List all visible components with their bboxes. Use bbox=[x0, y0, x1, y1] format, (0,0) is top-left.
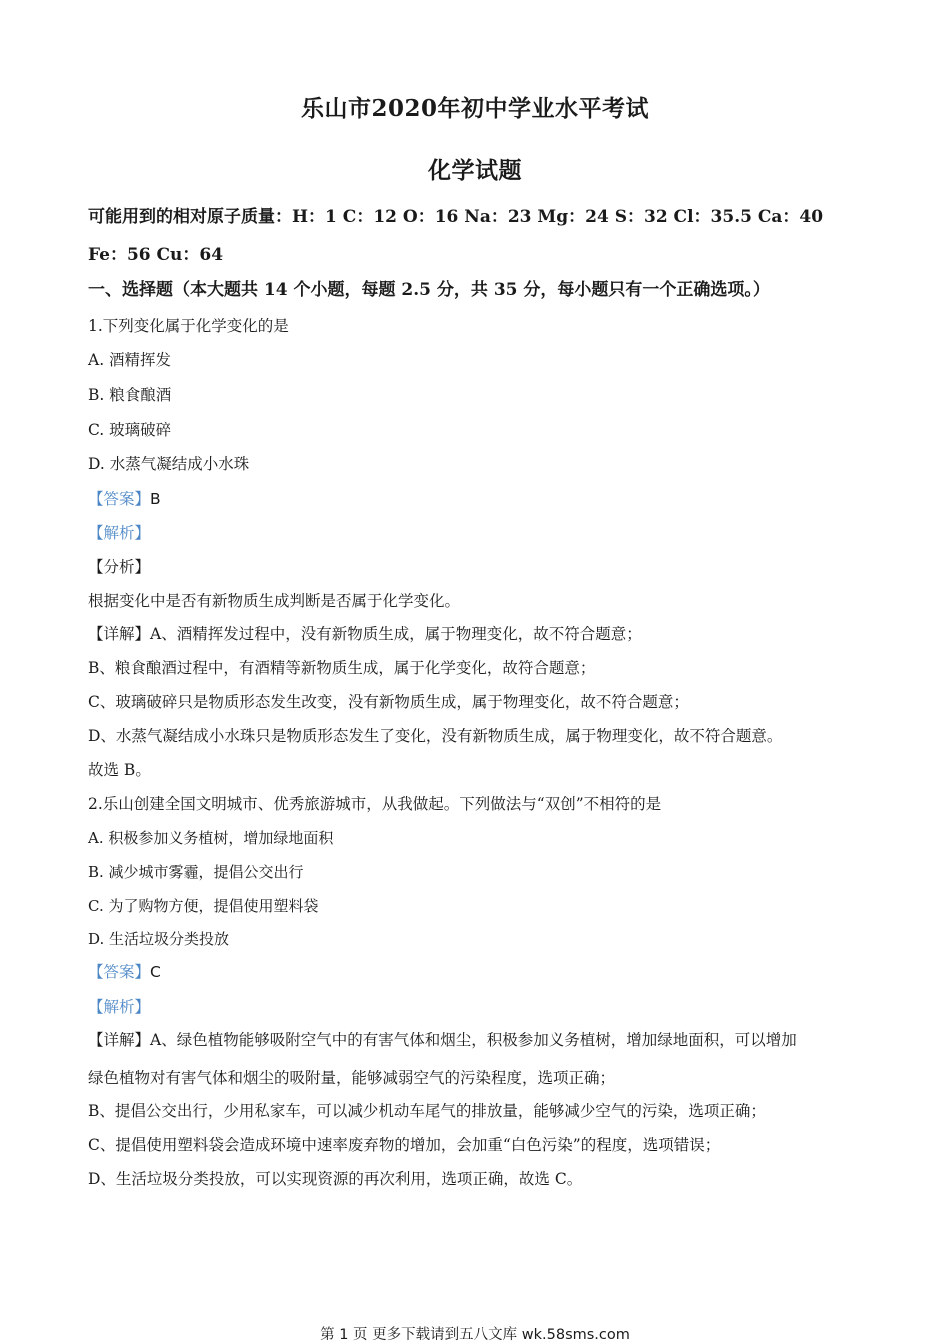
atomic-masses-line-2: Fe：56 Cu：64 bbox=[88, 245, 224, 265]
question-2-detail-1: 【详解】A、绿色植物能够吸附空气中的有害气体和烟尘，积极参加义务植树，增加绿地面积，可以增加 bbox=[88, 1031, 797, 1049]
question-2-stem: 2.乐山创建全国文明城市、优秀旅游城市，从我做起。下列做法与“双创”不相符的是 bbox=[88, 795, 662, 813]
question-1-option-d: D. 水蒸气凝结成小水珠 bbox=[88, 455, 250, 473]
question-2-option-d: D. 生活垃圾分类投放 bbox=[88, 930, 230, 948]
question-1-option-b: B. 粮食酿酒 bbox=[88, 386, 172, 404]
question-2-option-c: C. 为了购物方便，提倡使用塑料袋 bbox=[88, 897, 319, 915]
question-2-detail-3: B、提倡公交出行，少用私家车，可以减少机动车尾气的排放量，能够减少空气的污染，选项正确； bbox=[88, 1102, 766, 1120]
exam-subtitle: 化学试题 bbox=[428, 157, 522, 184]
question-1-conclusion: 故选 B。 bbox=[88, 761, 151, 779]
question-1-detail-1: 【详解】A、酒精挥发过程中，没有新物质生成，属于物理变化，故不符合题意； bbox=[88, 625, 642, 643]
answer-tag: 【答案】 bbox=[88, 963, 151, 981]
question-1-detail-2: B、粮食酿酒过程中，有酒精等新物质生成，属于化学变化，故符合题意； bbox=[88, 659, 596, 677]
answer-value: B bbox=[150, 490, 161, 508]
question-2-answer bbox=[88, 962, 866, 982]
answer-tag: 【答案】 bbox=[88, 490, 151, 508]
atomic-masses-line-1: 可能用到的相对原子质量：H：1 C：12 O：16 Na：23 Mg：24 S：32 Cl：35.5 Ca：40 bbox=[88, 207, 824, 227]
question-2-option-a: A. 积极参加义务植树，增加绿地面积 bbox=[88, 829, 334, 847]
question-1-option-a: A. 酒精挥发 bbox=[88, 351, 172, 369]
question-1-detail-4: D、水蒸气凝结成小水珠只是物质形态发生了变化，没有新物质生成，属于物理变化，故不符合题意。 bbox=[88, 727, 783, 745]
question-1-fenxi-tag: 【分析】 bbox=[88, 558, 151, 576]
answer-value: C bbox=[150, 963, 161, 981]
question-2-detail-5: D、生活垃圾分类投放，可以实现资源的再次利用，选项正确，故选 C。 bbox=[88, 1170, 583, 1188]
question-2-detail-2: 绿色植物对有害气体和烟尘的吸附量，能够减弱空气的污染程度，选项正确； bbox=[88, 1069, 616, 1087]
question-1-stem: 1.下列变化属于化学变化的是 bbox=[88, 317, 289, 335]
question-1-detail-3: C、玻璃破碎只是物质形态发生改变，没有新物质生成，属于物理变化，故不符合题意； bbox=[88, 693, 689, 711]
question-1-option-c: C. 玻璃破碎 bbox=[88, 421, 172, 439]
question-2-option-b: B. 减少城市雾霾，提倡公交出行 bbox=[88, 863, 304, 881]
question-1-answer bbox=[88, 489, 866, 509]
section-header: 一、选择题（本大题共 14 个小题，每题 2.5 分，共 35 分，每小题只有一个正确选项。） bbox=[88, 280, 770, 300]
question-1-analysis-tag: 【解析】 bbox=[88, 524, 151, 542]
question-2-analysis-tag: 【解析】 bbox=[88, 998, 151, 1016]
exam-title: 乐山市2020年初中学业水平考试 bbox=[300, 95, 649, 122]
question-1-fenxi-text: 根据变化中是否有新物质生成判断是否属于化学变化。 bbox=[88, 592, 461, 610]
page-footer: 第 1 页 更多下载请到五八文库 wk.58sms.com bbox=[320, 1327, 630, 1343]
question-2-detail-4: C、提倡使用塑料袋会造成环境中速率废弃物的增加，会加重“白色污染”的程度，选项错误； bbox=[88, 1136, 721, 1154]
